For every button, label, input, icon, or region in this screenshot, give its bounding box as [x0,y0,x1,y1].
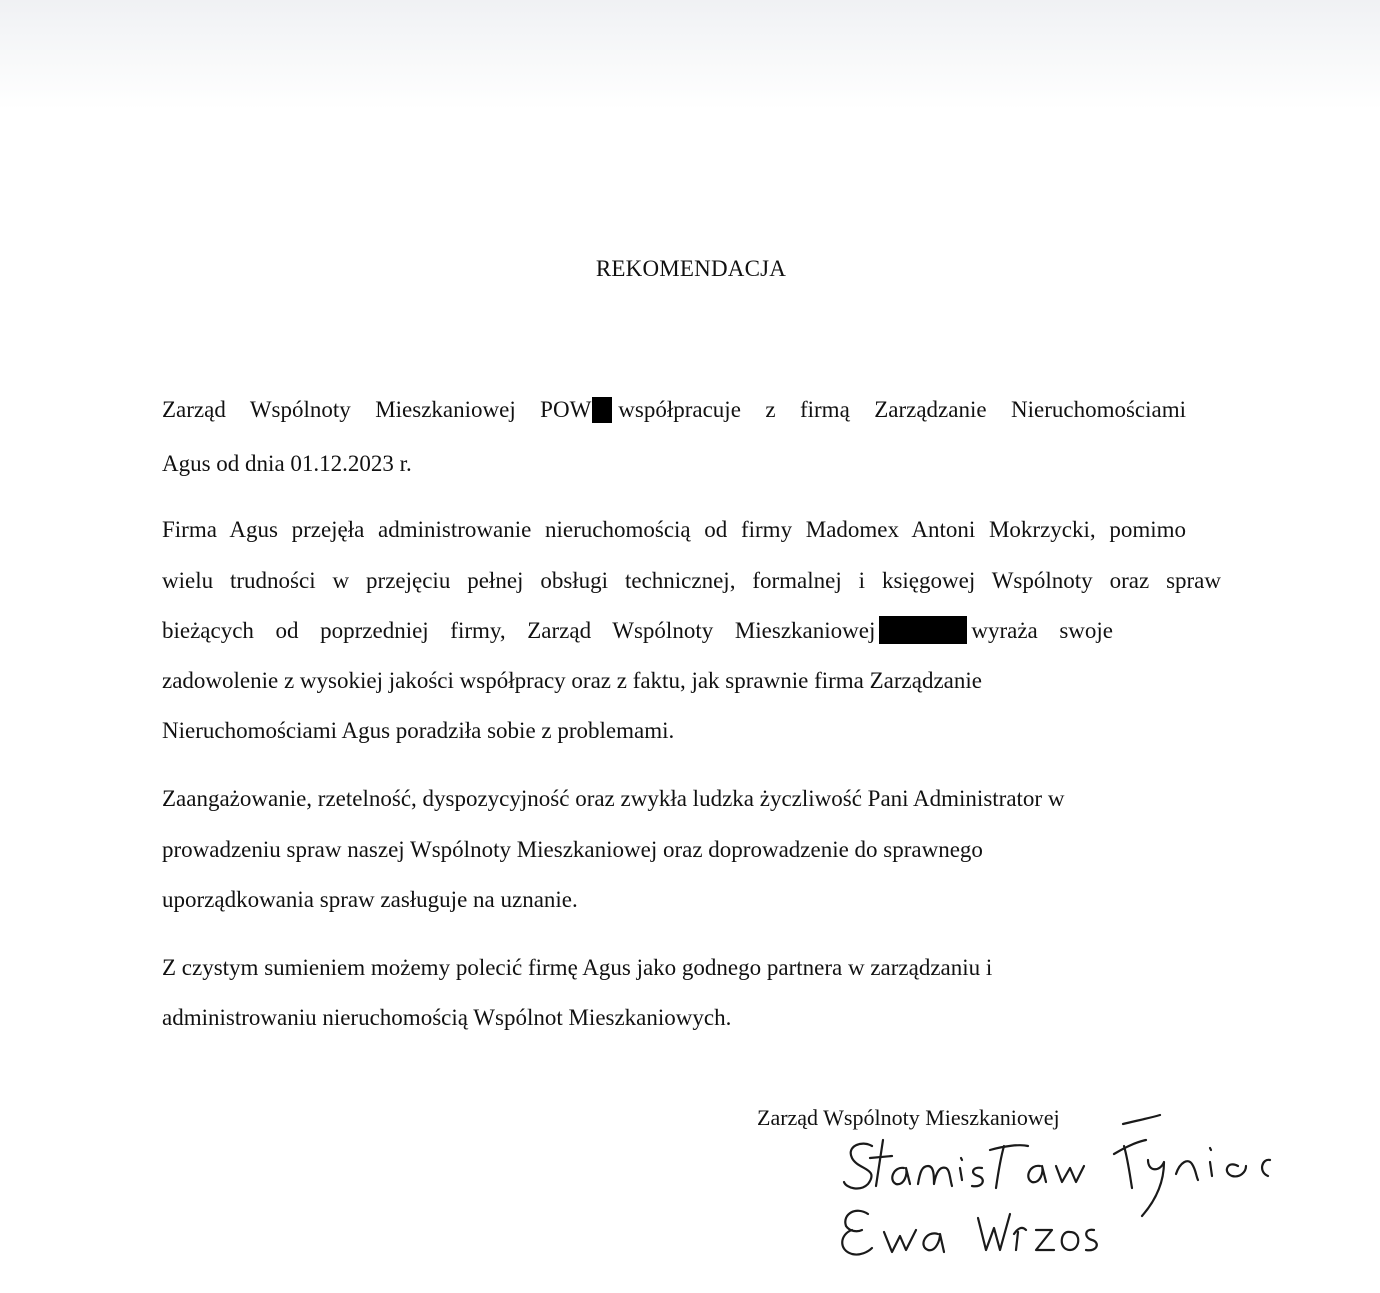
paragraph-2-line-3-start: bieżących od poprzedniej firmy, Zarząd Wspólnoty Mieszkaniowej [162,618,876,643]
redaction-box [592,397,612,423]
redaction-box [879,616,967,644]
paragraph-1-line-2: Agus od dnia 01.12.2023 r. [162,451,412,476]
paragraph-1-line-1-start: Zarząd Wspólnoty Mieszkaniowej POW [162,397,592,422]
paragraph-2-line-4: zadowolenie z wysokiej jakości współpracy oraz z faktu, jak sprawnie firma Zarządzanie [162,668,982,693]
paragraph-4-line-1: Z czystym sumieniem możemy polecić firmę Agus jako godnego partnera w zarządzaniu i [162,955,993,980]
paragraph-2-line-5: Nieruchomościami Agus poradziła sobie z problemami. [162,718,675,743]
paragraph-3-line-1: Zaangażowanie, rzetelność, dyspozycyjność oraz zwykła ludzka życzliwość Pani Administrator w [162,786,1065,811]
paragraph-2-line-2: wielu trudności w przejęciu pełnej obsługi technicznej, formalnej i księgowej Wspólnoty oraz spraw [162,568,1221,593]
paragraph-3-line-2: prowadzeniu spraw naszej Wspólnoty Mieszkaniowej oraz doprowadzenie do sprawnego [162,837,983,862]
document-title: REKOMENDACJA [595,256,787,281]
paragraph-2-line-3-end: wyraża swoje [971,618,1113,643]
paragraph-3-line-3: uporządkowania spraw zasługuje na uznanie. [162,887,578,912]
signature-block-label: Zarząd Wspólnoty Mieszkaniowej [757,1105,1060,1130]
paragraph-4-line-2: administrowaniu nieruchomością Wspólnot Mieszkaniowych. [162,1005,732,1030]
paragraph-2-line-3 [162,616,1113,646]
paragraph-2-line-1: Firma Agus przejęła administrowanie nieruchomością od firmy Madomex Antoni Mokrzycki, pomimo [162,517,1186,542]
scan-edge-shading [0,0,1380,110]
paragraph-1-line-1 [162,395,1186,425]
paragraph-1-line-1-end: współpracuje z firmą Zarządzanie Nieruchomościami [618,397,1186,422]
